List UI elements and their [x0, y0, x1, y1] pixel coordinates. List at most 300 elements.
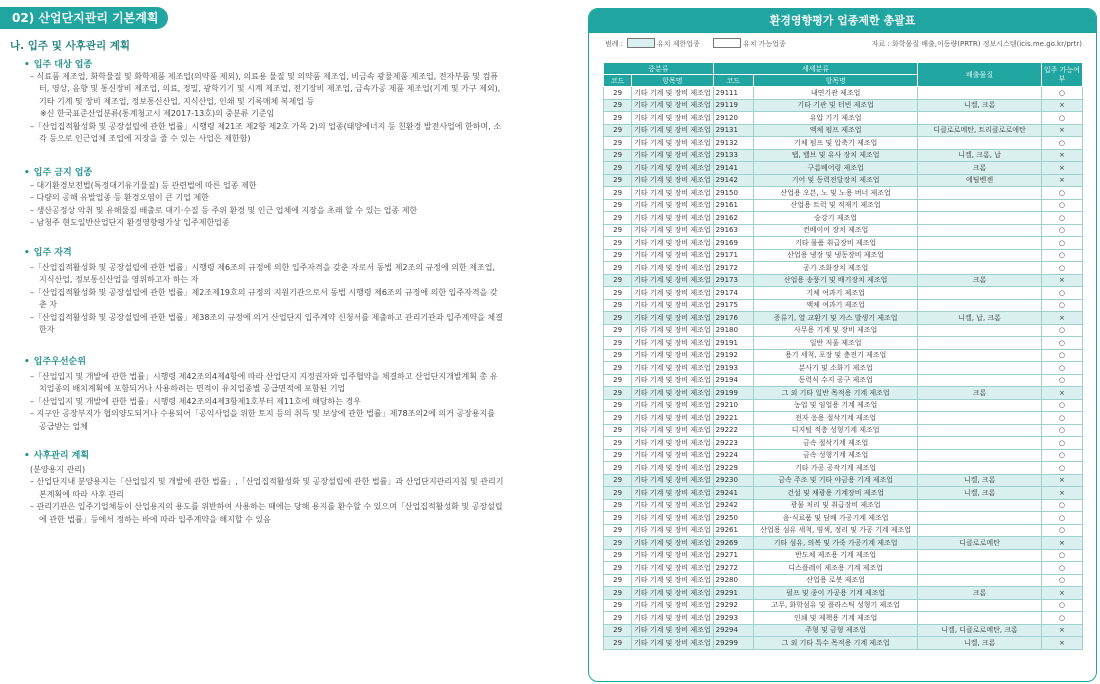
table-row: [604, 637, 1083, 650]
cell-substance: 디클로로메탄, 트리클로로에탄: [918, 124, 1041, 137]
cell-mid-code: 29: [604, 137, 632, 150]
cell-mid-name: 기타 기계 및 장비 제조업: [632, 249, 714, 262]
cell-mid-name: 기타 기계 및 장비 제조업: [632, 312, 714, 325]
cell-mid-code: 29: [604, 187, 632, 200]
cell-mid-code: 29: [604, 162, 632, 175]
cell-admission: ○: [1041, 599, 1082, 612]
cell-admission: ○: [1041, 562, 1082, 575]
cell-mid-code: 29: [604, 324, 632, 337]
cell-admission: ○: [1041, 299, 1082, 312]
cell-mid-name: 기타 기계 및 장비 제조업: [632, 562, 714, 575]
cell-mid-name: 기타 기계 및 장비 제조업: [632, 274, 714, 287]
panel-title: 환경영향평가 업종제한 총괄표: [589, 9, 1096, 33]
header-sub-class: 세세분류: [713, 63, 918, 75]
cell-mid-name: 기타 기계 및 장비 제조업: [632, 99, 714, 112]
header-item: 항목명: [632, 75, 714, 87]
table-row: [604, 612, 1083, 625]
header-code: 코드: [604, 75, 632, 87]
post-management-text: [30, 464, 505, 526]
cell-admission: ○: [1041, 324, 1082, 337]
cell-substance: 크롬: [918, 387, 1041, 400]
table-row: [604, 162, 1083, 175]
cell-mid-name: 기타 기계 및 장비 제조업: [632, 349, 714, 362]
cell-substance: [918, 499, 1041, 512]
cell-mid-name: 기타 기계 및 장비 제조업: [632, 124, 714, 137]
cell-sub-name: 주형 및 금형 제조업: [753, 624, 917, 637]
cell-substance: [918, 362, 1041, 375]
cell-sub-code: 29169: [713, 237, 753, 250]
cell-sub-name: 동력식 수지 공구 제조업: [753, 374, 917, 387]
cell-admission: ○: [1041, 612, 1082, 625]
cell-mid-code: 29: [604, 212, 632, 225]
cell-sub-code: 29119: [713, 99, 753, 112]
cell-admission: ×: [1041, 624, 1082, 637]
cell-sub-code: 29261: [713, 524, 753, 537]
table-row: [604, 262, 1083, 275]
section-heading: 나. 입주 및 사후관리 계획: [10, 40, 131, 52]
cell-sub-name: 용기 세척, 포장 및 충전기 제조업: [753, 349, 917, 362]
cell-admission: ×: [1041, 149, 1082, 162]
cell-mid-name: 기타 기계 및 장비 제조업: [632, 437, 714, 450]
cell-substance: 니켈, 크롬: [918, 99, 1041, 112]
cell-substance: [918, 599, 1041, 612]
cell-sub-name: 산업용 섬유 세척, 염색, 정리 및 가공 기계 제조업: [753, 524, 917, 537]
cell-substance: [918, 524, 1041, 537]
table-row: [604, 87, 1083, 100]
cell-mid-name: 기타 기계 및 장비 제조업: [632, 587, 714, 600]
table-row: [604, 374, 1083, 387]
cell-admission: ○: [1041, 449, 1082, 462]
paragraph-line: – 산업단지내 분양용지는「산업입지 및 개발에 관한 법률」,「산업집적활성화 및 공장설립에 관한 법률」과 산업단지관리지침 및 관리기본계획에 따라 사후 관리: [30, 477, 504, 499]
cell-mid-code: 29: [604, 112, 632, 125]
table-row: [604, 249, 1083, 262]
cell-admission: ×: [1041, 387, 1082, 400]
cell-mid-name: 기타 기계 및 장비 제조업: [632, 224, 714, 237]
cell-substance: 니켈, 납, 크롬: [918, 312, 1041, 325]
table-row: [604, 449, 1083, 462]
cell-sub-code: 29161: [713, 199, 753, 212]
source-note: 자료 : 화학물질 배출,이동량(PRTR) 정보시스템(icis.me.go.kr/prtr): [871, 40, 1082, 48]
cell-sub-code: 29250: [713, 512, 753, 525]
cell-mid-name: 기타 기계 및 장비 제조업: [632, 112, 714, 125]
priority-text: [30, 371, 505, 433]
cell-mid-code: 29: [604, 412, 632, 425]
cell-substance: [918, 87, 1041, 100]
header-sub-code: 코드: [713, 75, 753, 87]
cell-admission: ○: [1041, 262, 1082, 275]
paragraph-line: – 관리기관은 입주기업체등이 산업용지의 용도를 위반하여 사용하는 때에는 당해 용지를 환수할 수 있으며「산업집적활성화 및 공장설립에 관한 법률」등에서 정하는 바에 따라 입주계약을 해지할 수 있음: [30, 502, 503, 524]
legend: [589, 33, 1096, 53]
cell-substance: 니켈, 디클로로메탄, 크롬: [918, 624, 1041, 637]
table-row: [604, 387, 1083, 400]
cell-sub-name: 고무, 화학섬유 및 플라스틱 성형기 제조업: [753, 599, 917, 612]
cell-admission: ○: [1041, 199, 1082, 212]
target-industries-text: [30, 71, 505, 145]
cell-admission: ×: [1041, 312, 1082, 325]
cell-substance: 디클로로메탄: [918, 537, 1041, 550]
cell-mid-code: 29: [604, 512, 632, 525]
cell-substance: [918, 212, 1041, 225]
cell-mid-code: 29: [604, 374, 632, 387]
cell-mid-code: 29: [604, 612, 632, 625]
header-mid-class: 중분류: [604, 63, 714, 75]
cell-mid-code: 29: [604, 149, 632, 162]
cell-sub-name: 기어 및 동력전달장치 제조업: [753, 174, 917, 187]
cell-substance: [918, 399, 1041, 412]
header-substance: 배출물질: [918, 63, 1041, 87]
cell-admission: ○: [1041, 224, 1082, 237]
cell-mid-name: 기타 기계 및 장비 제조업: [632, 149, 714, 162]
cell-mid-code: 29: [604, 637, 632, 650]
cell-mid-code: 29: [604, 624, 632, 637]
cell-substance: [918, 262, 1041, 275]
cell-mid-code: 29: [604, 174, 632, 187]
cell-mid-code: 29: [604, 224, 632, 237]
table-row: [604, 99, 1083, 112]
cell-sub-code: 29180: [713, 324, 753, 337]
cell-mid-code: 29: [604, 99, 632, 112]
cell-mid-code: 29: [604, 199, 632, 212]
cell-admission: ○: [1041, 412, 1082, 425]
cell-admission: ×: [1041, 162, 1082, 175]
cell-mid-name: 기타 기계 및 장비 제조업: [632, 337, 714, 350]
cell-mid-name: 기타 기계 및 장비 제조업: [632, 187, 714, 200]
cell-admission: ○: [1041, 249, 1082, 262]
cell-mid-name: 기타 기계 및 장비 제조업: [632, 362, 714, 375]
cell-sub-code: 29241: [713, 487, 753, 500]
cell-substance: 에틸벤젠: [918, 174, 1041, 187]
cell-sub-name: 구름베어링 제조업: [753, 162, 917, 175]
left-column: [0, 0, 540, 684]
table-row: [604, 149, 1083, 162]
cell-substance: 니켈, 크롬: [918, 637, 1041, 650]
cell-mid-name: 기타 기계 및 장비 제조업: [632, 399, 714, 412]
cell-substance: [918, 512, 1041, 525]
cell-mid-code: 29: [604, 299, 632, 312]
cell-mid-name: 기타 기계 및 장비 제조업: [632, 574, 714, 587]
cell-substance: [918, 437, 1041, 450]
cell-sub-code: 29111: [713, 87, 753, 100]
cell-sub-name: 기타 섬유, 의복 및 가죽 가공기계 제조업: [753, 537, 917, 550]
cell-mid-code: 29: [604, 387, 632, 400]
cell-mid-code: 29: [604, 587, 632, 600]
cell-sub-name: 승강기 제조업: [753, 212, 917, 225]
cell-admission: ○: [1041, 349, 1082, 362]
cell-admission: ○: [1041, 137, 1082, 150]
cell-sub-name: 금속 주조 및 기타 야금용 기계 제조업: [753, 474, 917, 487]
cell-substance: [918, 112, 1041, 125]
paragraph-line: –「산업집적활성화 및 공장설립에 관한 법률」시행령 제21조 제2항 제2호 가목 2)의 업종(태양에너지 등 친환경 발전사업에 한하며, 소각 등으로 인근업체 조업에 지장을 줄 수 있는 사업은 제한함): [30, 121, 502, 144]
cell-mid-name: 기타 기계 및 장비 제조업: [632, 412, 714, 425]
cell-mid-name: 기타 기계 및 장비 제조업: [632, 374, 714, 387]
cell-sub-code: 29223: [713, 437, 753, 450]
cell-admission: ○: [1041, 512, 1082, 525]
cell-sub-name: 기타 기관 및 터빈 제조업: [753, 99, 917, 112]
cell-sub-name: 증류기, 열 교환기 및 가스 발생기 제조업: [753, 312, 917, 325]
cell-sub-name: 농업 및 임업용 기계 제조업: [753, 399, 917, 412]
cell-mid-code: 29: [604, 124, 632, 137]
cell-mid-code: 29: [604, 462, 632, 475]
cell-mid-name: 기타 기계 및 장비 제조업: [632, 387, 714, 400]
cell-sub-name: 기타 물품 취급장비 제조업: [753, 237, 917, 250]
cell-sub-code: 29271: [713, 549, 753, 562]
cell-mid-code: 29: [604, 437, 632, 450]
table-row: [604, 574, 1083, 587]
cell-admission: ○: [1041, 574, 1082, 587]
table-row: [604, 112, 1083, 125]
cell-substance: [918, 462, 1041, 475]
cell-sub-code: 29131: [713, 124, 753, 137]
cell-mid-code: 29: [604, 349, 632, 362]
cell-substance: [918, 199, 1041, 212]
cell-sub-code: 29221: [713, 412, 753, 425]
cell-substance: [918, 324, 1041, 337]
cell-admission: ○: [1041, 287, 1082, 300]
cell-sub-name: 일반 저울 제조업: [753, 337, 917, 350]
table-row: [604, 362, 1083, 375]
cell-substance: [918, 549, 1041, 562]
table-row: [604, 224, 1083, 237]
table-row: [604, 174, 1083, 187]
cell-mid-code: 29: [604, 399, 632, 412]
cell-sub-name: 컨베이어 장치 제조업: [753, 224, 917, 237]
cell-substance: [918, 287, 1041, 300]
cell-mid-code: 29: [604, 424, 632, 437]
cell-sub-code: 29172: [713, 262, 753, 275]
table-row: [604, 137, 1083, 150]
cell-mid-name: 기타 기계 및 장비 제조업: [632, 449, 714, 462]
cell-substance: 크롬: [918, 162, 1041, 175]
cell-mid-code: 29: [604, 362, 632, 375]
cell-substance: 니켈, 크롬: [918, 474, 1041, 487]
cell-substance: [918, 237, 1041, 250]
table-row: [604, 237, 1083, 250]
cell-mid-code: 29: [604, 237, 632, 250]
cell-admission: ○: [1041, 87, 1082, 100]
cell-mid-code: 29: [604, 337, 632, 350]
table-row: [604, 599, 1083, 612]
cell-sub-name: 인쇄 및 제책용 기계 제조업: [753, 612, 917, 625]
paragraph-line: –「산업집적활성화 및 공장설립에 관한 법률」제2조제19호의 규정의 지원기관으로서 동법 시행령 제6조의 규정에 의한 입주자격을 갖춘 자: [30, 287, 498, 310]
cell-sub-name: 디스플레이 제조용 기계 제조업: [753, 562, 917, 575]
cell-substance: [918, 349, 1041, 362]
cell-substance: 크롬: [918, 274, 1041, 287]
cell-mid-name: 기타 기계 및 장비 제조업: [632, 487, 714, 500]
table-row: [604, 549, 1083, 562]
cell-sub-name: 그 외 기타 일반 목적용 기계 제조업: [753, 387, 917, 400]
cell-mid-code: 29: [604, 574, 632, 587]
cell-sub-name: 산업용 로봇 제조업: [753, 574, 917, 587]
cell-sub-code: 29294: [713, 624, 753, 637]
subheading-post-management: • 사후관리 계획: [24, 448, 89, 461]
table-row: [604, 274, 1083, 287]
cell-mid-name: 기타 기계 및 장비 제조업: [632, 599, 714, 612]
cell-mid-code: 29: [604, 87, 632, 100]
cell-substance: [918, 412, 1041, 425]
table-row: [604, 624, 1083, 637]
paragraph-line: – 대기환경보전법(특정대기유기물질) 등 관련법에 따른 업종 제한: [30, 181, 257, 190]
paragraph-line: – 생산공정상 악취 및 유해물질 배출로 대기·수질 등 주위 환경 및 인근 업체에 지장을 초래 할 수 있는 업종 제한: [30, 205, 418, 215]
cell-mid-name: 기타 기계 및 장비 제조업: [632, 287, 714, 300]
cell-admission: ×: [1041, 274, 1082, 287]
cell-mid-code: 29: [604, 599, 632, 612]
table-row: [604, 287, 1083, 300]
legend-swatch-allowed: [713, 38, 741, 48]
restriction-summary-panel: [588, 8, 1097, 682]
cell-mid-code: 29: [604, 312, 632, 325]
cell-sub-code: 29174: [713, 287, 753, 300]
cell-mid-code: 29: [604, 474, 632, 487]
cell-admission: ○: [1041, 212, 1082, 225]
cell-mid-name: 기타 기계 및 장비 제조업: [632, 162, 714, 175]
cell-mid-name: 기타 기계 및 장비 제조업: [632, 87, 714, 100]
eligibility-text: [30, 262, 505, 336]
cell-substance: [918, 424, 1041, 437]
cell-mid-code: 29: [604, 524, 632, 537]
cell-sub-code: 29163: [713, 224, 753, 237]
cell-mid-name: 기타 기계 및 장비 제조업: [632, 424, 714, 437]
cell-sub-name: 금속 성형기계 제조업: [753, 449, 917, 462]
paragraph-line: ※신 한국표준산업분류(통계청고시 제2017-13호)의 중분류 기준임: [40, 109, 275, 119]
cell-sub-name: 광물 처리 및 취급장비 제조업: [753, 499, 917, 512]
cell-mid-name: 기타 기계 및 장비 제조업: [632, 624, 714, 637]
cell-sub-code: 29171: [713, 249, 753, 262]
paragraph-line: (분양용지 관리): [30, 465, 86, 474]
cell-sub-code: 29292: [713, 599, 753, 612]
cell-admission: ×: [1041, 99, 1082, 112]
cell-sub-code: 29162: [713, 212, 753, 225]
cell-substance: 크롬: [918, 587, 1041, 600]
cell-sub-code: 29193: [713, 362, 753, 375]
cell-mid-name: 기타 기계 및 장비 제조업: [632, 612, 714, 625]
cell-mid-code: 29: [604, 487, 632, 500]
cell-sub-code: 29224: [713, 449, 753, 462]
paragraph-line: –「산업집적활성화 및 공장설립에 관한 법률」시행령 제6조의 규정에 의한 입주자격을 갖춘 자로서 동법 제2조의 규정에 의한 제조업, 지식산업, 정보통신산업을 영위하고자 하는 자: [30, 263, 495, 285]
legend-text-restricted: 유치 제한업종: [657, 40, 700, 48]
legend-label: 범례 :: [605, 40, 624, 48]
header-sub-item: 항목명: [753, 75, 917, 87]
cell-sub-code: 29222: [713, 424, 753, 437]
cell-mid-code: 29: [604, 274, 632, 287]
table-row: [604, 349, 1083, 362]
table-row: [604, 499, 1083, 512]
cell-substance: [918, 137, 1041, 150]
cell-sub-code: 29120: [713, 112, 753, 125]
cell-sub-code: 29132: [713, 137, 753, 150]
cell-admission: ○: [1041, 424, 1082, 437]
cell-sub-code: 29150: [713, 187, 753, 200]
cell-sub-code: 29176: [713, 312, 753, 325]
paragraph-line: – 식료품 제조업, 화학물질 및 화학제품 제조업(의약품 제외), 의료용 물질 및 의약품 제조업, 비금속 광물제품 제조업, 전자부품 및 컴퓨터, 영상, 음향 및 통신장비 제조업, 의료, 정밀, 광학기기 및 시계 제조업, 전기장비 제조업, 금속가공 제품 제조업(기계 및 가구 제외), 기타 기계 및 장비 제조업, 정보통신산업, 지식산업, 인쇄 및 기록매체 복제업 등: [30, 72, 501, 106]
cell-sub-code: 29173: [713, 274, 753, 287]
cell-mid-code: 29: [604, 249, 632, 262]
cell-mid-name: 기타 기계 및 장비 제조업: [632, 237, 714, 250]
cell-sub-code: 29142: [713, 174, 753, 187]
cell-sub-name: 기타 가공 공작기계 제조업: [753, 462, 917, 475]
table-row: [604, 537, 1083, 550]
table-row: [604, 212, 1083, 225]
cell-sub-code: 29141: [713, 162, 753, 175]
cell-sub-name: 산업용 오븐, 노 및 노용 버너 제조업: [753, 187, 917, 200]
cell-admission: ○: [1041, 237, 1082, 250]
cell-sub-name: 내연기관 제조업: [753, 87, 917, 100]
cell-admission: ○: [1041, 187, 1082, 200]
table-row: [604, 424, 1083, 437]
cell-sub-code: 29269: [713, 537, 753, 550]
cell-sub-name: 공기 조화장치 제조업: [753, 262, 917, 275]
cell-sub-code: 29192: [713, 349, 753, 362]
subheading-target-industries: • 입주 대상 업종: [24, 57, 92, 70]
legend-swatch-restricted: [627, 38, 655, 48]
cell-sub-name: 유압 기기 제조업: [753, 112, 917, 125]
table-row: [604, 124, 1083, 137]
cell-sub-name: 금속 절삭기계 제조업: [753, 437, 917, 450]
cell-sub-code: 29199: [713, 387, 753, 400]
cell-sub-name: 산업용 트럭 및 적재기 제조업: [753, 199, 917, 212]
cell-mid-name: 기타 기계 및 장비 제조업: [632, 537, 714, 550]
prohibited-industries-text: [30, 180, 505, 230]
cell-mid-code: 29: [604, 537, 632, 550]
cell-sub-name: 음·식료품 및 담배 가공기계 제조업: [753, 512, 917, 525]
cell-substance: 니켈, 크롬, 납: [918, 149, 1041, 162]
table-row: [604, 312, 1083, 325]
cell-sub-name: 펄프 및 종이 가공용 기계 제조업: [753, 587, 917, 600]
table-row: [604, 487, 1083, 500]
cell-admission: ○: [1041, 374, 1082, 387]
cell-substance: 니켈, 크롬: [918, 487, 1041, 500]
table-row: [604, 337, 1083, 350]
cell-mid-name: 기타 기계 및 장비 제조업: [632, 174, 714, 187]
cell-mid-code: 29: [604, 549, 632, 562]
table-row: [604, 324, 1083, 337]
cell-substance: [918, 562, 1041, 575]
cell-mid-name: 기타 기계 및 장비 제조업: [632, 462, 714, 475]
cell-sub-name: 액체 여과기 제조업: [753, 299, 917, 312]
cell-admission: ○: [1041, 549, 1082, 562]
cell-admission: ○: [1041, 112, 1082, 125]
table-row: [604, 524, 1083, 537]
cell-substance: [918, 337, 1041, 350]
paragraph-line: – 남청주 현도일반산업단지 환경영향평가상 입주제한업종: [30, 218, 230, 228]
cell-mid-code: 29: [604, 562, 632, 575]
cell-admission: ×: [1041, 587, 1082, 600]
cell-mid-name: 기타 기계 및 장비 제조업: [632, 212, 714, 225]
cell-sub-name: 기체 여과기 제조업: [753, 287, 917, 300]
cell-sub-name: 사무용 기계 및 장비 제조업: [753, 324, 917, 337]
cell-admission: ×: [1041, 537, 1082, 550]
cell-admission: ○: [1041, 499, 1082, 512]
cell-sub-name: 전자 응용 절삭기계 제조업: [753, 412, 917, 425]
cell-substance: [918, 612, 1041, 625]
cell-sub-code: 29242: [713, 499, 753, 512]
cell-mid-name: 기타 기계 및 장비 제조업: [632, 199, 714, 212]
cell-sub-code: 29291: [713, 587, 753, 600]
cell-sub-code: 29230: [713, 474, 753, 487]
cell-sub-name: 반도체 제조용 기계 제조업: [753, 549, 917, 562]
cell-mid-name: 기타 기계 및 장비 제조업: [632, 524, 714, 537]
cell-admission: ×: [1041, 474, 1082, 487]
cell-sub-name: 액체 펌프 제조업: [753, 124, 917, 137]
subheading-prohibited-industries: • 입주 금지 업종: [24, 165, 92, 178]
cell-mid-code: 29: [604, 287, 632, 300]
cell-sub-name: 기체 펌프 및 압축기 제조업: [753, 137, 917, 150]
table-row: [604, 562, 1083, 575]
subheading-eligibility: • 입주 자격: [24, 245, 72, 258]
table-row: [604, 199, 1083, 212]
cell-mid-name: 기타 기계 및 장비 제조업: [632, 512, 714, 525]
table-row: [604, 399, 1083, 412]
paragraph-line: – 지구안 공장부지가 협의양도되거나 수용되어「공익사업을 위한 토지 등의 취득 및 보상에 관한 법률」제78조의2에 의거 공장용지를 공급받는 업체: [30, 409, 495, 431]
